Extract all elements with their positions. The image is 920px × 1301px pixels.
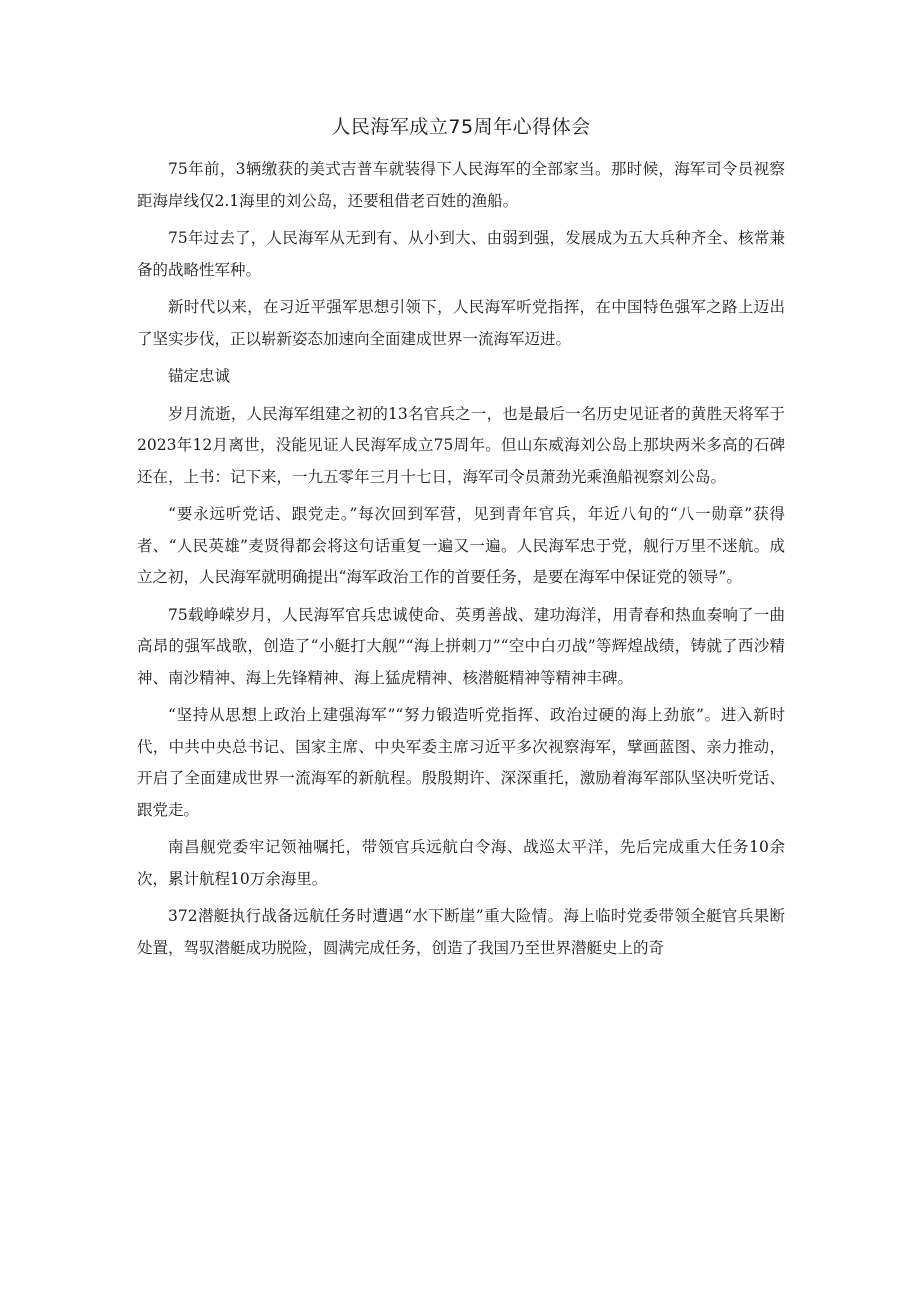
paragraph-1: 75年前，3辆缴获的美式吉普车就装得下人民海军的全部家当。那时候，海军司令员视察距海岸线仅2.1海里的刘公岛，还要租借老百姓的渔船。 (137, 160, 785, 210)
paragraph-6: 75载峥嵘岁月，人民海军官兵忠诚使命、英勇善战、建功海洋，用青春和热血奏响了一曲高昂的强军战歌，创造了“小艇打大舰”“海上拼刺刀”“空中白刃战”等辉煌战绩，铸就了西沙精神、南沙精神、海上先锋精神、海上猛虎精神、核潜艇精神等精神丰碑。 (137, 605, 785, 687)
paragraph-8: 南昌舰党委牢记领袖嘱托，带领官兵远航白令海、战巡太平洋，先后完成重大任务10余次，累计航程10万余海里。 (137, 838, 785, 888)
document-body (137, 112, 785, 970)
paragraph-2: 75年过去了，人民海军从无到有、从小到大、由弱到强，发展成为五大兵种齐全、核常兼备的战略性军种。 (137, 229, 785, 279)
document-title: 人民海军成立75周年心得体会 (331, 116, 591, 138)
paragraph-7: “坚持从思想上政治上建强海军”“努力锻造听党指挥、政治过硬的海上劲旅”。进入新时代，中共中央总书记、国家主席、中央军委主席习近平多次视察海军，擘画蓝图、亲力推动，开启了全面建成世界一流海军的新航程。殷殷期许、深深重托，激励着海军部队坚决听党话、跟党走。 (137, 706, 785, 819)
paragraph-5: “要永远听党话、跟党走。”每次回到军营，见到青年官兵，年近八旬的“八一勋章”获得者、“人民英雄”麦贤得都会将这句话重复一遍又一遍。人民海军忠于党，舰行万里不迷航。成立之初，人民海军就明确提出“海军政治工作的首要任务，是要在海军中保证党的领导”。 (137, 505, 785, 586)
paragraph-9: 372潜艇执行战备远航任务时遭遇“水下断崖”重大险情。海上临时党委带领全艇官兵果断处置，驾驭潜艇成功脱险，圆满完成任务，创造了我国乃至世界潜艇史上的奇 (137, 907, 785, 957)
paragraph-4: 岁月流逝，人民海军组建之初的13名官兵之一，也是最后一名历史见证者的黄胜天将军于2023年12月离世，没能见证人民海军成立75周年。但山东威海刘公岛上那块两米多高的石碑还在，上书：记下来，一九五零年三月十七日，海军司令员萧劲光乘渔船视察刘公岛。 (137, 404, 785, 486)
section-heading: 锚定忠诚 (168, 367, 231, 385)
paragraph-3: 新时代以来，在习近平强军思想引领下，人民海军听党指挥，在中国特色强军之路上迈出了坚实步伐，正以崭新姿态加速向全面建成世界一流海军迈进。 (137, 298, 785, 348)
